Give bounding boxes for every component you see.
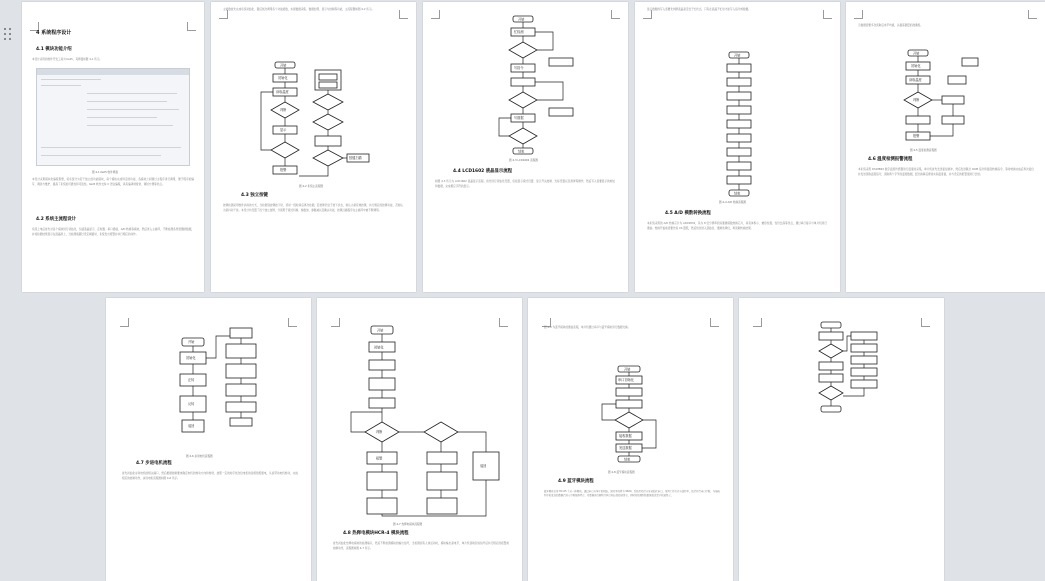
flow-busy: 忙检测 — [514, 30, 524, 34]
flow-bt-recv: 接收数据 — [619, 434, 632, 438]
flow-init: 初始化 — [186, 356, 196, 360]
flow-start: 开始 — [518, 17, 525, 22]
flow-return: 返回 — [480, 464, 487, 468]
figure-caption: 图 4-2 系统主流程图 — [299, 185, 324, 188]
section-heading: 4.6 温度检测报警流程 — [868, 157, 913, 162]
flow-init: 初始化 — [374, 345, 384, 350]
flow-alarm: 报警 — [280, 168, 287, 172]
page-1[interactable] — [22, 2, 204, 292]
side-drag-handle[interactable] — [4, 28, 14, 42]
figure-caption: 图 4-7 热释电模块流程图 — [393, 523, 423, 526]
main-flowchart — [253, 60, 373, 184]
paragraph: 本系统采用的 A/D 转换芯片为 ADC0832，其为 8 位分辨率的双通道模数转换芯片，具有体积小、兼容性强、性价比高等优点，通过串行接口与单片机进行通信。转换开始前需要先将 CS 置低，然后依次送入起始位、通道选择位，再读取转换结果。 — [647, 222, 827, 230]
flow-start: 开始 — [377, 328, 384, 333]
paragraph: 按键检测采用软件消抖的方式，当检测到按键按下时，延时一段时间后再次检测，若按键仍处于按下状态，则认为是有效按键，执行相应的按键功能，否则认为是抖动干扰。本设计共设置了四个独立按键，分别用于模式切换、参数加、参数减以及确认功能，按键扫描程序在主循环中被不断调用。 — [223, 204, 403, 212]
page-3[interactable] — [423, 2, 628, 292]
flow-end: 结束 — [518, 149, 525, 154]
crop-mark — [611, 10, 620, 19]
flow-return: 返回 — [188, 424, 195, 428]
flow-keyscan: 按键扫描 — [349, 156, 362, 160]
flow-bt-init: 串口初始化 — [618, 378, 634, 382]
flow-bt-send: 发送数据 — [619, 446, 632, 450]
flow-start: 开始 — [913, 51, 920, 56]
paragraph: 系统上电后首先对各个模块进行初始化，包括液晶显示、定时器、串口通信、A/D 转换等模块，然后进入主循环，不断检测各传感器的数据，并将检测结果显示在液晶屏上，当检测值超过设定阈值时，系统发出报警并执行相应的动作。 — [32, 228, 194, 236]
paragraph: 示数据需要多次读取后求平均值，以提高测量的准确度。 — [858, 24, 923, 27]
figure-caption: 图 4-6 步进电机流程图 — [186, 455, 213, 458]
flow-start: 开始 — [624, 367, 631, 372]
pir-flowchart — [341, 322, 501, 518]
flow-end: 结束 — [624, 457, 631, 462]
section-heading: 4.9 蓝牙模块流程 — [558, 479, 594, 484]
flow-start: 开始 — [280, 63, 287, 68]
motor-flowchart — [176, 326, 286, 440]
page-4[interactable] — [635, 2, 840, 292]
paragraph: 主函数首先完成系统初始化，随后依次调用各个功能函数，实现数据采集、数据处理、显示与控制等功能，主流程图如图 4-2 所示。 — [223, 8, 375, 11]
sub-flowchart — [813, 320, 883, 416]
section-heading: 4.4 LCD1602 液晶显示流程 — [453, 169, 513, 174]
flow-display: 显示 — [280, 128, 287, 132]
page-5[interactable] — [846, 2, 1045, 292]
page-7[interactable] — [317, 298, 522, 581]
lcd-flowchart — [493, 14, 593, 156]
paragraph: 图 4-8 为蓝牙模块的通信流程，单片机通过串口与蓝牙模块进行数据交换。 — [544, 326, 631, 329]
page-2[interactable] — [211, 2, 416, 292]
flow-init: 初始化 — [278, 76, 288, 80]
flow-start: 开始 — [734, 53, 741, 58]
figure-caption: 图 4-8 蓝牙模块流程图 — [608, 471, 635, 474]
flow-write-cmd: 写指令 — [514, 66, 524, 70]
flow-end: 结束 — [734, 191, 741, 196]
crop-mark — [331, 318, 340, 327]
figure-caption: 图 4-5 温度检测流程图 — [910, 149, 937, 152]
software-screenshot — [36, 68, 190, 166]
flow-judge: 判断 — [913, 98, 920, 102]
flow-init: 初始化 — [911, 64, 921, 68]
flow-alarm: 报警 — [376, 456, 383, 461]
section-heading: 4.8 热释电模块HCR-4 模块流程 — [343, 531, 409, 536]
crop-mark — [1028, 10, 1037, 19]
adc-flowchart — [719, 50, 759, 198]
flow-motor-rev: 反转 — [188, 402, 195, 406]
crop-mark — [921, 318, 930, 327]
crop-mark — [431, 10, 440, 19]
flow-judge: 判断 — [376, 430, 383, 434]
flow-start: 开始 — [188, 340, 195, 344]
section-heading: 4.1 模块功能介绍 — [36, 47, 72, 52]
page-9[interactable] — [739, 298, 944, 581]
section-title: 4 系统程序设计 — [36, 30, 72, 36]
section-heading: 4.7 步进电机流程 — [136, 461, 172, 466]
flow-judge: 判断 — [280, 108, 287, 112]
page-6[interactable] — [106, 298, 311, 581]
paragraph: 首先初始化步进电机的相关端口，然后根据控制要求确定电机的转动方向和转速，按照一定的时序依次给电机的各相绕组通电，从而带动电机转动，完成相应的控制动作，步进电机流程图如图 4-6 所示。 — [122, 472, 298, 480]
flow-motor-fwd: 正转 — [188, 378, 195, 382]
section-heading: 4.3 独立按键 — [241, 193, 268, 198]
paragraph: 如图 4-3 所示为 LCD1602 液晶显示流程。首先进行初始化设置，包括显示模式设置、显示开关控制、光标设置以及清屏等操作，然后写入需要显示的地址和数据，完成相应字符的显示。 — [435, 180, 615, 188]
paragraph: 本系统采用 DS18B20 数字温度传感器进行温度的采集，单片机首先发送复位脉冲，然后发送跳过 ROM 指令和温度转换指令，等待转换完成后再次复位并发送读取温度指令，读取两个字节的温度数据，经过换算后得到实际温度值，并与设定的报警值进行比较。 — [858, 168, 1034, 176]
flow-read: 读取温度 — [276, 90, 289, 94]
crop-mark — [753, 318, 762, 327]
figure-caption: 图 4-3 LCD1602 流程图 — [509, 159, 538, 162]
flow-alarm: 报警 — [913, 134, 920, 138]
paragraph: 蓝牙模块采用 HC-05 主从一体模块，通过串口与单片机相连，波特率设置为 9600。系统启动后首先初始化串口，设置工作方式与波特率，然后开启串口中断，当接收到手机发送的数据后进入中断服务程序，对数据进行解析并执行相应的控制命令，同时将检测到的数据发送至手机端显示。 — [544, 490, 720, 497]
temperature-flowchart — [898, 48, 982, 146]
paragraph: 显示数据的写入需要先判断液晶是否处于忙状态，只有在液晶不忙时才能写入指令或数据。 — [647, 8, 751, 11]
paragraph: 本设计采用的软件开发工具为 Keil5，其界面如图 4-1 所示。 — [32, 58, 103, 61]
paragraph: 本设计采用模块化编程思想，将系统分为若干独立的功能模块，每个模块完成特定的功能，各模块之间通过主程序进行调用，便于程序的编写、调试与维护，提高了系统的可靠性和可读性。Keil5 软件支持 C 语言编程，具有编译速度快、调试方便等优点。 — [32, 178, 194, 186]
section-heading: 4.2 系统主流程设计 — [36, 217, 77, 222]
crop-mark — [120, 318, 129, 327]
bluetooth-flowchart — [594, 364, 666, 468]
flow-write-data: 写数据 — [514, 116, 524, 120]
figure-caption: 图 4-1 Keil5 软件界面 — [92, 171, 118, 174]
crop-mark — [187, 22, 196, 31]
figure-caption: 图 4-4 A/D 转换流程图 — [719, 201, 746, 204]
page-8[interactable] — [528, 298, 733, 581]
paragraph: 首先初始化热释电模块的检测端口，然后不断检测模块的输出信号，当检测到有人体活动时，模块输出高电平，单片机读取到该信号后执行相应的报警或控制动作，流程图如图 4-7 所示。 — [333, 542, 509, 550]
crop-mark — [288, 318, 297, 327]
crop-mark — [854, 10, 863, 19]
flow-read-temp: 读取温度 — [909, 78, 922, 82]
section-heading: 4.5 A/D 模数转换流程 — [665, 211, 711, 216]
